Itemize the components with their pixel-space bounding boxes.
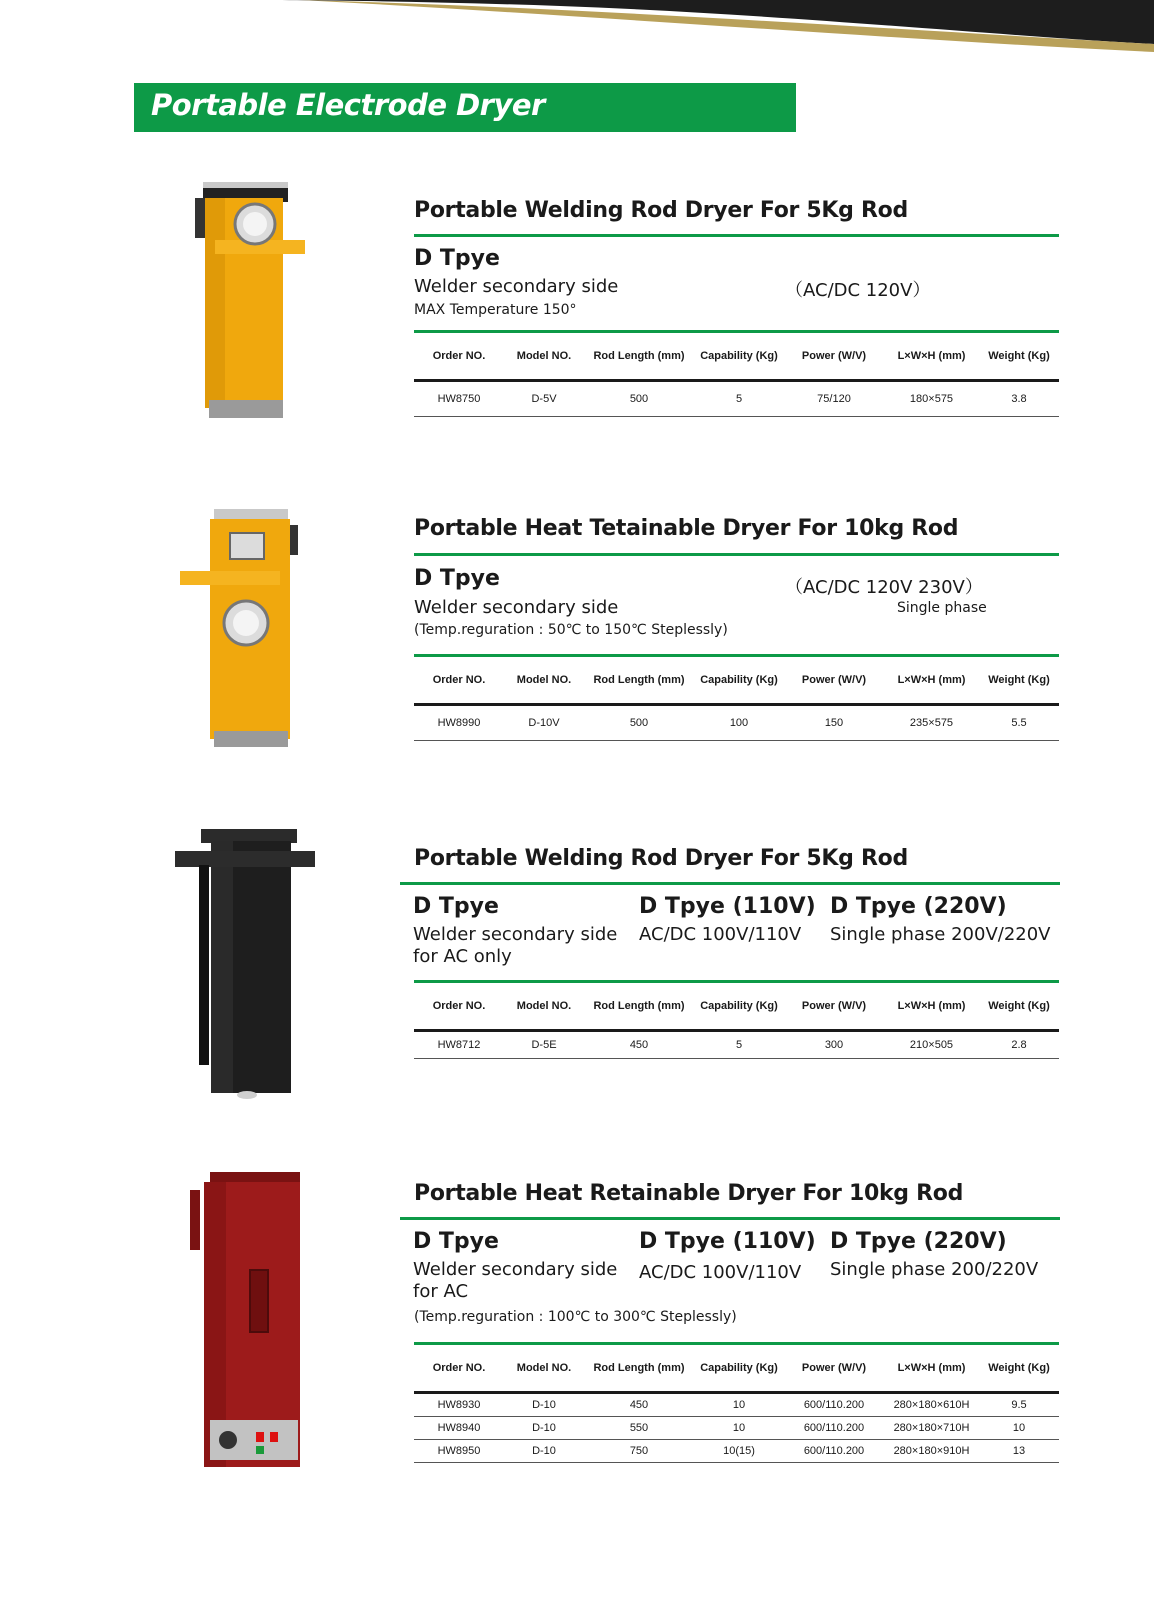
section-rule (400, 882, 1060, 885)
section-title: Portable Welding Rod Dryer For 5Kg Rod (414, 198, 908, 223)
spec-table (414, 1342, 1059, 1463)
col-rod-length: Rod Length (mm) (584, 332, 694, 381)
col-capability: Capability (Kg) (694, 332, 784, 381)
voltage-text: （AC/DC 120V） (785, 280, 931, 301)
col-dimensions: L×W×H (mm) (884, 332, 979, 381)
spec-text: Single phase 200V/220V (830, 924, 1051, 945)
voltage-text: （AC/DC 120V 230V） (785, 577, 983, 598)
type-heading: D Tpye (414, 246, 500, 271)
spec-text: Welder secondary side (413, 924, 618, 945)
spec-text: Single phase 200/220V (830, 1259, 1039, 1280)
section-title: Portable Heat Tetainable Dryer For 10kg Rod (414, 516, 959, 541)
col-weight: Weight (Kg) (979, 332, 1059, 381)
table-row: HW8712 D-5E 450 5 300 210×505 2.8 (414, 1031, 1059, 1059)
black-dryer-5kg-photo (175, 825, 320, 1115)
type-heading-220v: D Tpye (220V) (830, 894, 1007, 919)
top-swoosh-decoration (0, 0, 1154, 60)
table-header-row: Order NO. Model NO. Rod Length (mm) Capability (Kg) Power (W/V) L×W×H (mm) Weight (Kg) (414, 656, 1059, 705)
section-rule (414, 553, 1059, 556)
spec-table (414, 654, 1059, 741)
temperature-range-text: (Temp.reguration : 100℃ to 300℃ Steplessly) (414, 1309, 737, 1325)
phase-text: Single phase (897, 600, 987, 616)
table-header-row: Order NO. Model NO. Rod Length (mm) Capability (Kg) Power (W/V) L×W×H (mm) Weight (Kg) (414, 982, 1059, 1031)
yellow-dryer-5kg-photo (195, 178, 315, 440)
type-heading-110v: D Tpye (110V) (639, 894, 816, 919)
type-heading: D Tpye (413, 1229, 499, 1254)
table-row: HW8990 D-10V 500 100 150 235×575 5.5 (414, 705, 1059, 741)
red-dryer-10kg-photo (190, 1170, 315, 1480)
type-heading-110v: D Tpye (110V) (639, 1229, 816, 1254)
col-model: Model NO. (504, 332, 584, 381)
section-rule (414, 234, 1059, 237)
type-heading: D Tpye (413, 894, 499, 919)
spec-table (414, 980, 1059, 1059)
col-order: Order NO. (414, 332, 504, 381)
spec-text: Welder secondary side (414, 597, 619, 618)
table-row: HW8930 D-10 450 10 600/110.200 280×180×610H 9.5 (414, 1393, 1059, 1417)
max-temperature-text: MAX Temperature 150° (414, 302, 577, 318)
table-row: HW8940 D-10 550 10 600/110.200 280×180×710H 10 (414, 1417, 1059, 1440)
spec-text: for AC (413, 1281, 469, 1302)
spec-table (414, 330, 1059, 417)
table-row: HW8750 D-5V 500 5 75/120 180×575 3.8 (414, 381, 1059, 417)
spec-text: AC/DC 100V/110V (639, 1262, 802, 1283)
section-rule (400, 1217, 1060, 1220)
yellow-dryer-10kg-photo (180, 505, 305, 767)
type-heading-220v: D Tpye (220V) (830, 1229, 1007, 1254)
banner-title: Portable Electrode Dryer (151, 88, 545, 122)
type-heading: D Tpye (414, 566, 500, 591)
col-power: Power (W/V) (784, 332, 884, 381)
spec-text: Welder secondary side (414, 276, 619, 297)
spec-text: Welder secondary side (413, 1259, 618, 1280)
table-header-row (414, 332, 1059, 381)
section-banner (134, 83, 796, 132)
spec-text: AC/DC 100V/110V (639, 924, 802, 945)
table-header-row: Order NO. Model NO. Rod Length (mm) Capability (Kg) Power (W/V) L×W×H (mm) Weight (Kg) (414, 1344, 1059, 1393)
spec-text: for AC only (413, 946, 512, 967)
table-row: HW8950 D-10 750 10(15) 600/110.200 280×180×910H 13 (414, 1440, 1059, 1463)
section-title: Portable Welding Rod Dryer For 5Kg Rod (414, 846, 908, 871)
section-title: Portable Heat Retainable Dryer For 10kg Rod (414, 1181, 964, 1206)
temperature-range-text: (Temp.reguration : 50℃ to 150℃ Steplessly) (414, 622, 728, 638)
